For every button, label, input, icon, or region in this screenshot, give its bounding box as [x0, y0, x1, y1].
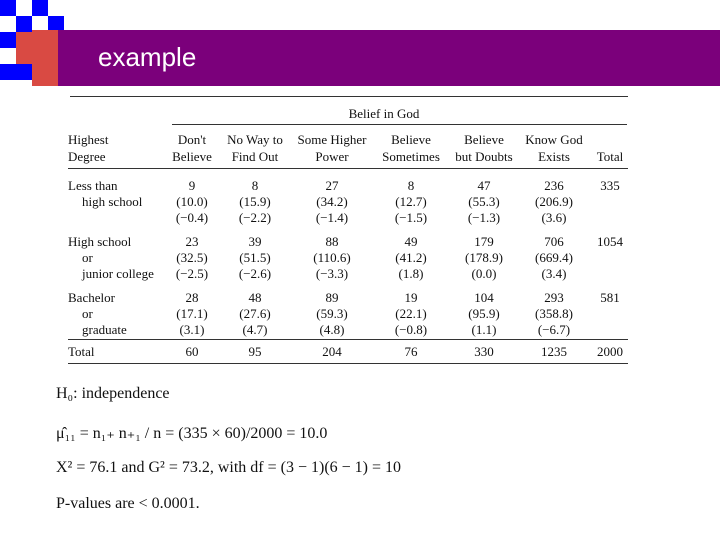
deco-square	[0, 0, 16, 16]
table-cell: (3.4)	[541, 266, 567, 281]
table-cell: (110.6)	[313, 250, 351, 265]
table-cell: 179	[474, 234, 494, 249]
col-header-5b: but Doubts	[455, 149, 513, 164]
null-hypothesis: H₀: independence	[56, 385, 170, 402]
table-cell: (1.1)	[471, 322, 497, 337]
banner-accent	[32, 30, 58, 86]
table-cell: (51.5)	[239, 250, 271, 265]
table-cell: (−6.7)	[537, 322, 571, 337]
table-cell: (0.0)	[471, 266, 497, 281]
total-col-6: 1235	[541, 344, 567, 359]
row-total: 335	[600, 178, 620, 193]
table-cell: (−3.3)	[315, 266, 349, 281]
deco-square	[16, 64, 32, 80]
table-cell: (−0.4)	[175, 210, 209, 225]
row-label: High school	[68, 234, 132, 249]
table-cell: 8	[251, 178, 259, 193]
table-cell: 104	[474, 290, 494, 305]
total-grand: 2000	[597, 344, 623, 359]
table-cell: (−2.6)	[238, 266, 272, 281]
table-cell: (−2.2)	[238, 210, 272, 225]
table-cell: (−0.8)	[394, 322, 428, 337]
col-header-3b: Power	[315, 149, 349, 164]
total-col-5: 330	[474, 344, 494, 359]
slide-title: example	[98, 42, 197, 72]
table-cell: (95.9)	[468, 306, 500, 321]
table-cell: (3.1)	[179, 322, 205, 337]
table-top-rule	[70, 96, 628, 97]
total-col-2: 95	[248, 344, 262, 359]
col-header-2a: No Way to	[227, 132, 283, 147]
total-col-1: 60	[185, 344, 199, 359]
table-cell: (178.9)	[465, 250, 503, 265]
table-cell: 48	[248, 290, 262, 305]
table-cell: (−2.5)	[175, 266, 209, 281]
contingency-table	[62, 86, 632, 364]
deco-square	[16, 32, 32, 48]
col-header-4a: Believe	[391, 132, 431, 147]
row-label: Less than	[68, 178, 118, 193]
col-header-6a: Know God	[525, 132, 583, 147]
table-cell: (358.8)	[535, 306, 573, 321]
table-cell: 8	[407, 178, 415, 193]
table-cell: (206.9)	[535, 194, 573, 209]
col-header-1b: Believe	[172, 149, 212, 164]
col-header-4b: Sometimes	[382, 149, 440, 164]
table-cell: 27	[325, 178, 339, 193]
totals-rule	[68, 339, 628, 340]
table-cell: (15.9)	[239, 194, 271, 209]
table-cell: 28	[185, 290, 199, 305]
table-cell: 88	[325, 234, 339, 249]
total-col-3: 204	[322, 344, 342, 359]
row-label: Bachelor	[68, 290, 115, 305]
table-cell: (41.2)	[395, 250, 427, 265]
table-cell: 47	[477, 178, 491, 193]
table-cell: (59.3)	[316, 306, 348, 321]
table-cell: (1.8)	[398, 266, 424, 281]
col-header-3a: Some Higher	[297, 132, 367, 147]
table-cell: (4.7)	[242, 322, 268, 337]
table-cell: (17.1)	[176, 306, 208, 321]
deco-square	[0, 64, 16, 80]
col-header-total: Total	[596, 149, 624, 164]
totals-label: Total	[68, 344, 95, 359]
spanner-header: Belief in God	[348, 106, 420, 121]
p-values: P-values are < 0.0001.	[56, 495, 200, 512]
table-cell: 293	[544, 290, 564, 305]
table-cell: (669.4)	[535, 250, 573, 265]
col-header-5a: Believe	[464, 132, 504, 147]
deco-square	[16, 48, 32, 64]
col-header-2b: Find Out	[231, 149, 279, 164]
spanner-rule	[172, 124, 627, 125]
deco-square	[0, 32, 16, 48]
table-cell: 89	[325, 290, 339, 305]
table-cell: (−1.4)	[315, 210, 349, 225]
table-cell: (32.5)	[176, 250, 208, 265]
table-cell: (4.8)	[319, 322, 345, 337]
header-rule	[68, 168, 628, 169]
row-total: 1054	[597, 234, 623, 249]
table-cell: (34.2)	[316, 194, 348, 209]
row-label: or	[82, 250, 93, 265]
col-header-1a: Don't	[177, 132, 207, 147]
total-col-4: 76	[404, 344, 418, 359]
table-cell: (−1.3)	[467, 210, 501, 225]
bottom-rule	[68, 363, 628, 364]
col-header-degree-1: Highest	[68, 132, 109, 147]
expected-value-formula: μ̂₁₁ = n₁₊ n₊₁ / n = (335 × 60)/2000 = 10.0	[56, 425, 328, 442]
table-cell: (12.7)	[395, 194, 427, 209]
table-cell: (3.6)	[541, 210, 567, 225]
row-label: high school	[82, 194, 143, 209]
table-cell: 23	[185, 234, 199, 249]
deco-square	[32, 0, 48, 16]
test-statistics: X² = 76.1 and G² = 73.2, with df = (3 − 1)(6 − 1) = 10	[56, 459, 402, 476]
table-cell: (22.1)	[395, 306, 427, 321]
table-cell: 236	[544, 178, 564, 193]
table-cell: 19	[404, 290, 418, 305]
col-header-degree-2: Degree	[68, 149, 106, 164]
row-total: 581	[600, 290, 620, 305]
table-cell: (55.3)	[468, 194, 500, 209]
col-header-6b: Exists	[538, 149, 570, 164]
table-cell: 49	[404, 234, 418, 249]
table-cell: (−1.5)	[394, 210, 428, 225]
row-label: or	[82, 306, 93, 321]
table-cell: 706	[544, 234, 564, 249]
row-label: graduate	[82, 322, 127, 337]
table-cell: 9	[188, 178, 196, 193]
table-cell: (27.6)	[239, 306, 271, 321]
deco-square	[16, 16, 32, 32]
table-cell: (10.0)	[176, 194, 208, 209]
table-cell: 39	[248, 234, 262, 249]
row-label: junior college	[82, 266, 154, 281]
